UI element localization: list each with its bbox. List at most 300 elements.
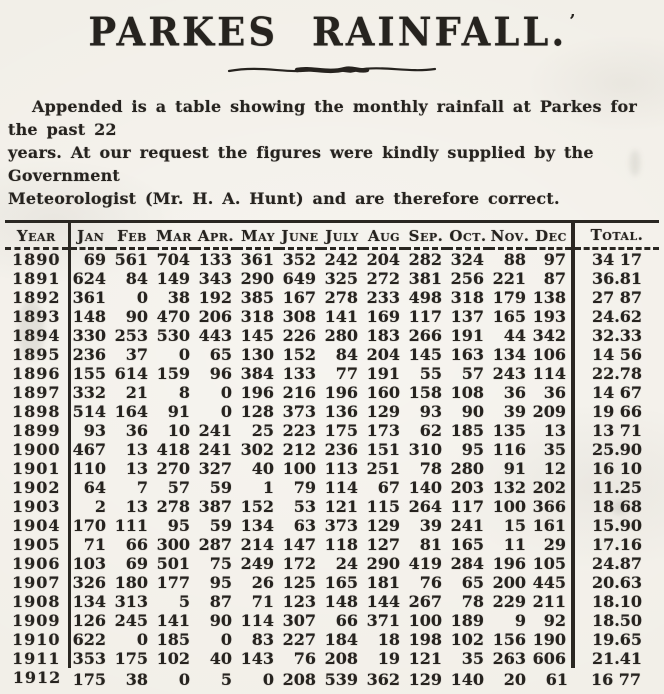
rainfall-cell: 62 xyxy=(419,421,442,440)
rainfall-cell: 185 xyxy=(450,421,484,440)
table-row xyxy=(5,573,659,592)
rainfall-cell: 100 xyxy=(408,611,442,630)
rainfall-cell: 84 xyxy=(335,345,358,364)
rainfall-cell: 77 xyxy=(335,364,358,383)
rainfall-cell: 137 xyxy=(450,307,484,326)
rainfall-cell: 325 xyxy=(324,269,358,288)
rainfall-cell: 67 xyxy=(377,478,400,497)
year-cell: 1905 xyxy=(5,535,69,554)
rainfall-cell: 78 xyxy=(419,459,442,478)
total-cell: 16 77 xyxy=(590,670,642,689)
rainfall-cell: 76 xyxy=(419,573,442,592)
rainfall-cell: 87 xyxy=(543,269,566,288)
rainfall-cell: 156 xyxy=(492,630,526,649)
rainfall-cell: 343 xyxy=(198,269,232,288)
rainfall-cell: 149 xyxy=(156,269,190,288)
rainfall-cell: 530 xyxy=(156,326,190,345)
rainfall-cell: 90 xyxy=(125,307,148,326)
rainfall-cell: 39 xyxy=(419,516,442,535)
rainfall-cell: 44 xyxy=(503,326,526,345)
rainfall-cell: 242 xyxy=(324,250,358,269)
print-artifact-mark: ’ xyxy=(569,11,576,32)
rainfall-cell: 83 xyxy=(251,630,274,649)
rainfall-cell: 129 xyxy=(366,402,400,421)
rainfall-cell: 114 xyxy=(324,478,358,497)
rainfall-cell: 183 xyxy=(366,326,400,345)
rainfall-cell: 87 xyxy=(209,592,232,611)
total-cell: 16 10 xyxy=(573,459,659,478)
total-cell: 24.62 xyxy=(573,307,659,326)
rainfall-cell: 0 xyxy=(262,670,274,689)
rainfall-cell: 95 xyxy=(209,573,232,592)
column-header-month: Oct. xyxy=(447,222,489,249)
rainfall-cell: 138 xyxy=(532,288,566,307)
rainfall-cell: 307 xyxy=(282,611,316,630)
rainfall-cell: 71 xyxy=(83,535,106,554)
rainfall-cell: 38 xyxy=(125,670,148,689)
rainfall-cell: 227 xyxy=(282,630,316,649)
rainfall-cell: 501 xyxy=(156,554,190,573)
rainfall-cell: 419 xyxy=(408,554,442,573)
rainfall-cell: 64 xyxy=(83,478,106,497)
rainfall-cell: 313 xyxy=(114,592,148,611)
rainfall-cell: 606 xyxy=(532,649,566,668)
column-header-year: Year xyxy=(5,222,69,249)
rainfall-cell: 69 xyxy=(83,250,106,269)
rainfall-cell: 192 xyxy=(198,288,232,307)
table-row xyxy=(5,611,659,630)
rainfall-cell: 622 xyxy=(72,630,106,649)
table-row xyxy=(5,649,659,668)
table-row xyxy=(5,668,659,691)
rainfall-cell: 384 xyxy=(240,364,274,383)
rainfall-cell: 134 xyxy=(240,516,274,535)
rainfall-cell: 180 xyxy=(114,573,148,592)
rainfall-cell: 236 xyxy=(324,440,358,459)
rainfall-cell: 161 xyxy=(532,516,566,535)
rainfall-cell: 0 xyxy=(220,383,232,402)
rainfall-cell: 76 xyxy=(293,649,316,668)
rainfall-cell: 264 xyxy=(408,497,442,516)
ornamental-divider xyxy=(0,61,664,79)
rainfall-cell: 5 xyxy=(220,670,232,689)
rainfall-cell: 241 xyxy=(198,421,232,440)
rainfall-cell: 66 xyxy=(125,535,148,554)
rainfall-cell: 165 xyxy=(450,535,484,554)
rainfall-cell: 105 xyxy=(532,554,566,573)
rainfall-cell: 202 xyxy=(532,478,566,497)
total-cell: 11.25 xyxy=(573,478,659,497)
table-row xyxy=(5,516,659,535)
rainfall-cell: 165 xyxy=(492,307,526,326)
column-header-month: July xyxy=(321,222,363,249)
rainfall-cell: 158 xyxy=(408,383,442,402)
rainfall-cell: 310 xyxy=(408,440,442,459)
rainfall-cell: 15 xyxy=(503,516,526,535)
rainfall-cell: 132 xyxy=(492,478,526,497)
rainfall-cell: 36 xyxy=(125,421,148,440)
rainfall-cell: 36 xyxy=(543,383,566,402)
rainfall-cell: 181 xyxy=(366,573,400,592)
rainfall-cell: 280 xyxy=(450,459,484,478)
rainfall-cell: 172 xyxy=(282,554,316,573)
rainfall-cell: 266 xyxy=(408,326,442,345)
rainfall-cell: 69 xyxy=(125,554,148,573)
rainfall-cell: 61 xyxy=(545,670,568,689)
rainfall-cell: 134 xyxy=(492,345,526,364)
rainfall-cell: 140 xyxy=(408,478,442,497)
year-cell: 1895 xyxy=(5,345,69,364)
rainfall-cell: 13 xyxy=(125,459,148,478)
rainfall-cell: 278 xyxy=(156,497,190,516)
rainfall-cell: 13 xyxy=(543,421,566,440)
rainfall-cell: 0 xyxy=(178,345,190,364)
table-row xyxy=(5,421,659,440)
rainfall-cell: 114 xyxy=(532,364,566,383)
table-row xyxy=(5,497,659,516)
table-row xyxy=(5,459,659,478)
rainfall-cell: 284 xyxy=(450,554,484,573)
year-cell: 1908 xyxy=(5,592,69,611)
rainfall-cell: 381 xyxy=(408,269,442,288)
squiggle-rule-icon xyxy=(227,61,437,79)
year-cell: 1898 xyxy=(5,402,69,421)
year-cell: 1906 xyxy=(5,554,69,573)
rainfall-cell: 179 xyxy=(492,288,526,307)
rainfall-cell: 373 xyxy=(282,402,316,421)
rainfall-cell: 206 xyxy=(198,307,232,326)
rainfall-cell: 185 xyxy=(156,630,190,649)
rainfall-cell: 624 xyxy=(72,269,106,288)
column-header-month: Mar xyxy=(153,222,195,249)
rainfall-cell: 418 xyxy=(156,440,190,459)
total-cell: 32.33 xyxy=(573,326,659,345)
rainfall-cell: 141 xyxy=(324,307,358,326)
rainfall-cell: 55 xyxy=(419,364,442,383)
table-row xyxy=(5,440,659,459)
rainfall-cell: 110 xyxy=(72,459,106,478)
rainfall-cell: 59 xyxy=(209,478,232,497)
rainfall-cell: 169 xyxy=(366,307,400,326)
rainfall-cell: 251 xyxy=(366,459,400,478)
rainfall-cell: 26 xyxy=(251,573,274,592)
rainfall-cell: 208 xyxy=(282,670,316,689)
rainfall-cell: 467 xyxy=(72,440,106,459)
table-row xyxy=(5,554,659,573)
rainfall-cell: 280 xyxy=(324,326,358,345)
rainfall-cell: 263 xyxy=(492,649,526,668)
rainfall-cell: 13 xyxy=(125,497,148,516)
total-cell: 14 67 xyxy=(573,383,659,402)
rainfall-cell: 148 xyxy=(324,592,358,611)
rainfall-cell: 470 xyxy=(156,307,190,326)
year-cell: 1896 xyxy=(5,364,69,383)
rainfall-cell: 209 xyxy=(532,402,566,421)
total-cell: 19.65 xyxy=(573,630,659,649)
rainfall-cell: 170 xyxy=(72,516,106,535)
rainfall-cell: 117 xyxy=(450,497,484,516)
year-cell: 1911 xyxy=(5,649,69,668)
total-cell: 18 68 xyxy=(573,497,659,516)
rainfall-cell: 324 xyxy=(450,250,484,269)
rainfall-cell: 198 xyxy=(408,630,442,649)
rainfall-cell: 267 xyxy=(408,592,442,611)
rainfall-cell: 40 xyxy=(209,649,232,668)
rainfall-cell: 134 xyxy=(72,592,106,611)
rainfall-cell: 37 xyxy=(125,345,148,364)
rainfall-cell: 152 xyxy=(282,345,316,364)
rainfall-cell: 190 xyxy=(532,630,566,649)
year-cell: 1892 xyxy=(5,288,69,307)
table-row xyxy=(5,326,659,345)
column-header-total: Total. xyxy=(573,222,659,249)
rainfall-cell: 29 xyxy=(543,535,566,554)
table-row xyxy=(5,592,659,611)
table-row xyxy=(5,535,659,554)
rainfall-cell: 141 xyxy=(156,611,190,630)
total-cell: 13 71 xyxy=(573,421,659,440)
column-header-month: Dec xyxy=(531,222,573,249)
column-header-month: Apr. xyxy=(195,222,237,249)
rainfall-cell: 177 xyxy=(156,573,190,592)
rainfall-cell: 0 xyxy=(178,670,190,689)
rainfall-cell: 300 xyxy=(156,535,190,554)
rainfall-cell: 184 xyxy=(324,630,358,649)
rainfall-cell: 151 xyxy=(366,440,400,459)
rainfall-cell: 204 xyxy=(366,250,400,269)
rainfall-cell: 117 xyxy=(408,307,442,326)
rainfall-cell: 159 xyxy=(156,364,190,383)
rainfall-cell: 1 xyxy=(262,478,274,497)
year-cell: 1909 xyxy=(5,611,69,630)
rainfall-cell: 318 xyxy=(450,288,484,307)
rainfall-cell: 130 xyxy=(240,345,274,364)
rainfall-cell: 152 xyxy=(240,497,274,516)
rainfall-cell: 24 xyxy=(335,554,358,573)
rainfall-cell: 91 xyxy=(167,402,190,421)
rainfall-cell: 91 xyxy=(503,459,526,478)
rainfall-cell: 88 xyxy=(503,250,526,269)
rainfall-cell: 66 xyxy=(335,611,358,630)
rainfall-cell: 114 xyxy=(240,611,274,630)
rainfall-cell: 353 xyxy=(72,649,106,668)
rainfall-cell: 57 xyxy=(167,478,190,497)
rainfall-cell: 7 xyxy=(136,478,148,497)
rainfall-cell: 145 xyxy=(408,345,442,364)
rainfall-cell: 18 xyxy=(377,630,400,649)
rainfall-cell: 362 xyxy=(366,670,400,689)
rainfall-cell: 65 xyxy=(209,345,232,364)
rainfall-cell: 133 xyxy=(198,250,232,269)
column-header-month: Feb xyxy=(111,222,153,249)
rainfall-cell: 387 xyxy=(198,497,232,516)
column-header-month: Jan xyxy=(69,222,111,249)
rainfall-cell: 81 xyxy=(419,535,442,554)
rainfall-cell: 290 xyxy=(366,554,400,573)
rainfall-cell: 95 xyxy=(167,516,190,535)
rainfall-cell: 71 xyxy=(251,592,274,611)
rainfall-cell: 140 xyxy=(450,670,484,689)
year-cell: 1899 xyxy=(5,421,69,440)
rainfall-cell: 63 xyxy=(293,516,316,535)
rainfall-cell: 223 xyxy=(282,421,316,440)
rainfall-cell: 79 xyxy=(293,478,316,497)
rainfall-table xyxy=(5,220,659,691)
rainfall-cell: 253 xyxy=(114,326,148,345)
rainfall-cell: 111 xyxy=(114,516,148,535)
year-cell: 1902 xyxy=(5,478,69,497)
rainfall-cell: 371 xyxy=(366,611,400,630)
rainfall-cell: 175 xyxy=(114,649,148,668)
total-cell: 18.50 xyxy=(573,611,659,630)
rainfall-cell: 106 xyxy=(532,345,566,364)
rainfall-cell: 160 xyxy=(366,383,400,402)
rainfall-cell: 121 xyxy=(408,649,442,668)
rainfall-cell: 75 xyxy=(209,554,232,573)
rainfall-cell: 211 xyxy=(532,592,566,611)
column-header-month: Aug xyxy=(363,222,405,249)
rainfall-cell: 100 xyxy=(282,459,316,478)
rainfall-cell: 53 xyxy=(293,497,316,516)
rainfall-cell: 561 xyxy=(114,250,148,269)
rainfall-cell: 342 xyxy=(532,326,566,345)
rainfall-cell: 38 xyxy=(167,288,190,307)
rainfall-cell: 163 xyxy=(450,345,484,364)
total-cell: 18.10 xyxy=(573,592,659,611)
rainfall-cell: 113 xyxy=(324,459,358,478)
rainfall-cell: 256 xyxy=(450,269,484,288)
rainfall-cell: 191 xyxy=(366,364,400,383)
total-cell: 14 56 xyxy=(573,345,659,364)
rainfall-cell: 243 xyxy=(492,364,526,383)
rainfall-cell: 614 xyxy=(114,364,148,383)
masthead xyxy=(0,0,664,54)
total-cell: 25.90 xyxy=(573,440,659,459)
rainfall-cell: 39 xyxy=(503,402,526,421)
rainfall-cell: 361 xyxy=(240,250,274,269)
total-cell: 34 17 xyxy=(573,249,659,270)
rainfall-cell: 135 xyxy=(492,421,526,440)
rainfall-cell: 165 xyxy=(324,573,358,592)
rainfall-cell: 118 xyxy=(324,535,358,554)
rainfall-cell: 20 xyxy=(503,670,526,689)
rainfall-cell: 36 xyxy=(503,383,526,402)
rainfall-cell: 191 xyxy=(450,326,484,345)
intro-line: Meteorologist (Mr. H. A. Hunt) and are therefore correct. xyxy=(8,189,560,208)
rainfall-cell: 229 xyxy=(492,592,526,611)
rainfall-cell: 155 xyxy=(72,364,106,383)
rainfall-cell: 11 xyxy=(503,535,526,554)
rainfall-cell: 90 xyxy=(461,402,484,421)
rainfall-cell: 116 xyxy=(492,440,526,459)
total-cell: 21.41 xyxy=(573,649,659,668)
total-cell: 17.16 xyxy=(573,535,659,554)
rainfall-cell: 196 xyxy=(240,383,274,402)
rainfall-cell: 129 xyxy=(366,516,400,535)
rainfall-cell: 35 xyxy=(543,440,566,459)
rainfall-cell: 278 xyxy=(324,288,358,307)
total-cell: 22.78 xyxy=(573,364,659,383)
column-header-month: Sep. xyxy=(405,222,447,249)
year-cell: 1910 xyxy=(5,630,69,649)
rainfall-cell: 212 xyxy=(282,440,316,459)
rainfall-cell: 19 xyxy=(377,649,400,668)
rainfall-cell: 318 xyxy=(240,307,274,326)
rainfall-cell: 59 xyxy=(209,516,232,535)
rainfall-cell: 214 xyxy=(240,535,274,554)
rainfall-cell: 302 xyxy=(240,440,274,459)
rainfall-cell: 189 xyxy=(450,611,484,630)
rainfall-cell: 241 xyxy=(450,516,484,535)
rainfall-cell: 236 xyxy=(72,345,106,364)
rainfall-cell: 164 xyxy=(114,402,148,421)
rainfall-cell: 233 xyxy=(366,288,400,307)
rainfall-cell: 0 xyxy=(136,630,148,649)
rainfall-cell: 95 xyxy=(461,440,484,459)
rainfall-cell: 0 xyxy=(220,630,232,649)
rainfall-cell: 148 xyxy=(72,307,106,326)
rainfall-cell: 136 xyxy=(324,402,358,421)
rainfall-cell: 287 xyxy=(198,535,232,554)
table-row xyxy=(5,383,659,402)
rainfall-cell: 196 xyxy=(324,383,358,402)
intro-line: years. At our request the figures were kindly supplied by the Government xyxy=(8,143,594,185)
rainfall-cell: 327 xyxy=(198,459,232,478)
intro-line: Appended is a table showing the monthly rainfall at Parkes for the past 22 xyxy=(8,97,638,139)
rainfall-cell: 649 xyxy=(282,269,316,288)
rainfall-cell: 129 xyxy=(408,670,442,689)
rainfall-cell: 12 xyxy=(543,459,566,478)
rainfall-cell: 221 xyxy=(492,269,526,288)
table-row xyxy=(5,364,659,383)
rainfall-cell: 175 xyxy=(324,421,358,440)
rainfall-cell: 126 xyxy=(72,611,106,630)
rainfall-cell: 5 xyxy=(178,592,190,611)
rainfall-cell: 498 xyxy=(408,288,442,307)
total-cell: 20.63 xyxy=(573,573,659,592)
column-header-month: May xyxy=(237,222,279,249)
table-row xyxy=(5,478,659,497)
year-cell: 1907 xyxy=(5,573,69,592)
rainfall-cell: 272 xyxy=(366,269,400,288)
column-header-month: June xyxy=(279,222,321,249)
table-row xyxy=(5,630,659,649)
rainfall-cell: 330 xyxy=(72,326,106,345)
rainfall-cell: 96 xyxy=(209,364,232,383)
rainfall-cell: 92 xyxy=(543,611,566,630)
total-cell: 24.87 xyxy=(573,554,659,573)
rainfall-cell: 40 xyxy=(251,459,274,478)
rainfall-cell: 443 xyxy=(198,326,232,345)
rainfall-cell: 270 xyxy=(156,459,190,478)
rainfall-cell: 145 xyxy=(240,326,274,345)
rainfall-cell: 13 xyxy=(125,440,148,459)
rainfall-cell: 514 xyxy=(72,402,106,421)
rainfall-cell: 326 xyxy=(72,573,106,592)
rainfall-cell: 9 xyxy=(514,611,526,630)
rainfall-cell: 196 xyxy=(492,554,526,573)
rainfall-cell: 147 xyxy=(282,535,316,554)
table-row xyxy=(5,249,659,270)
rainfall-cell: 332 xyxy=(72,383,106,402)
table-row xyxy=(5,307,659,326)
table-header-row xyxy=(5,222,659,249)
rainfall-cell: 128 xyxy=(240,402,274,421)
rainfall-cell: 241 xyxy=(198,440,232,459)
rainfall-cell: 290 xyxy=(240,269,274,288)
year-cell: 1893 xyxy=(5,307,69,326)
rainfall-cell: 200 xyxy=(492,573,526,592)
